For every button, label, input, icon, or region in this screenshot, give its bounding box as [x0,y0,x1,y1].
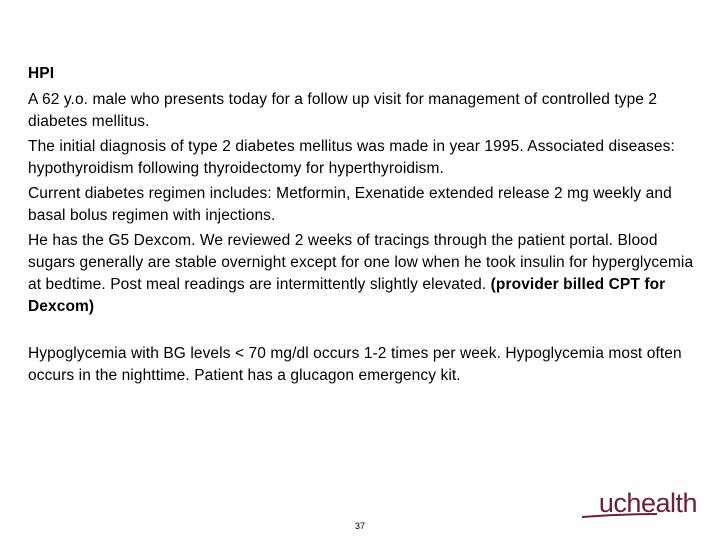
logo-wordmark: uchealth [598,488,697,518]
paragraph-diagnosis-history: The initial diagnosis of type 2 diabetes mellitus was made in year 1995. Associated diseases: hypothyroidism following thyroidectomy for hyperthyroidism. [28,138,675,177]
uchealth-logo [579,480,699,525]
spacer [28,321,700,343]
dexcom-review-text: He has the G5 Dexcom. We reviewed 2 weeks of tracings through the patient portal. Blood sugars generally are stable overnight except for one low when he took insulin for hyperglycemia at bedtime. Post meal readings are intermittently slightly elevated. [28,232,694,293]
section-heading: HPI [28,65,55,82]
paragraph-hypoglycemia: Hypoglycemia with BG levels < 70 mg/dl occurs 1-2 times per week. Hypoglycemia most often occurs in the nighttime. Patient has a glucagon emergency kit. [28,345,682,384]
page-number: 37 [354,521,365,531]
billing-note: (provider billed CPT for Dexcom) [28,276,666,315]
paragraph-diabetes-regimen: Current diabetes regimen includes: Metformin, Exenatide extended release 2 mg weekly and basal bolus regimen with injections. [28,185,672,224]
paragraph-dexcom-review [28,230,700,318]
paragraph-patient-summary: A 62 y.o. male who presents today for a follow up visit for management of controlled type 2 diabetes mellitus. [28,91,658,130]
hpi-section [28,63,700,390]
